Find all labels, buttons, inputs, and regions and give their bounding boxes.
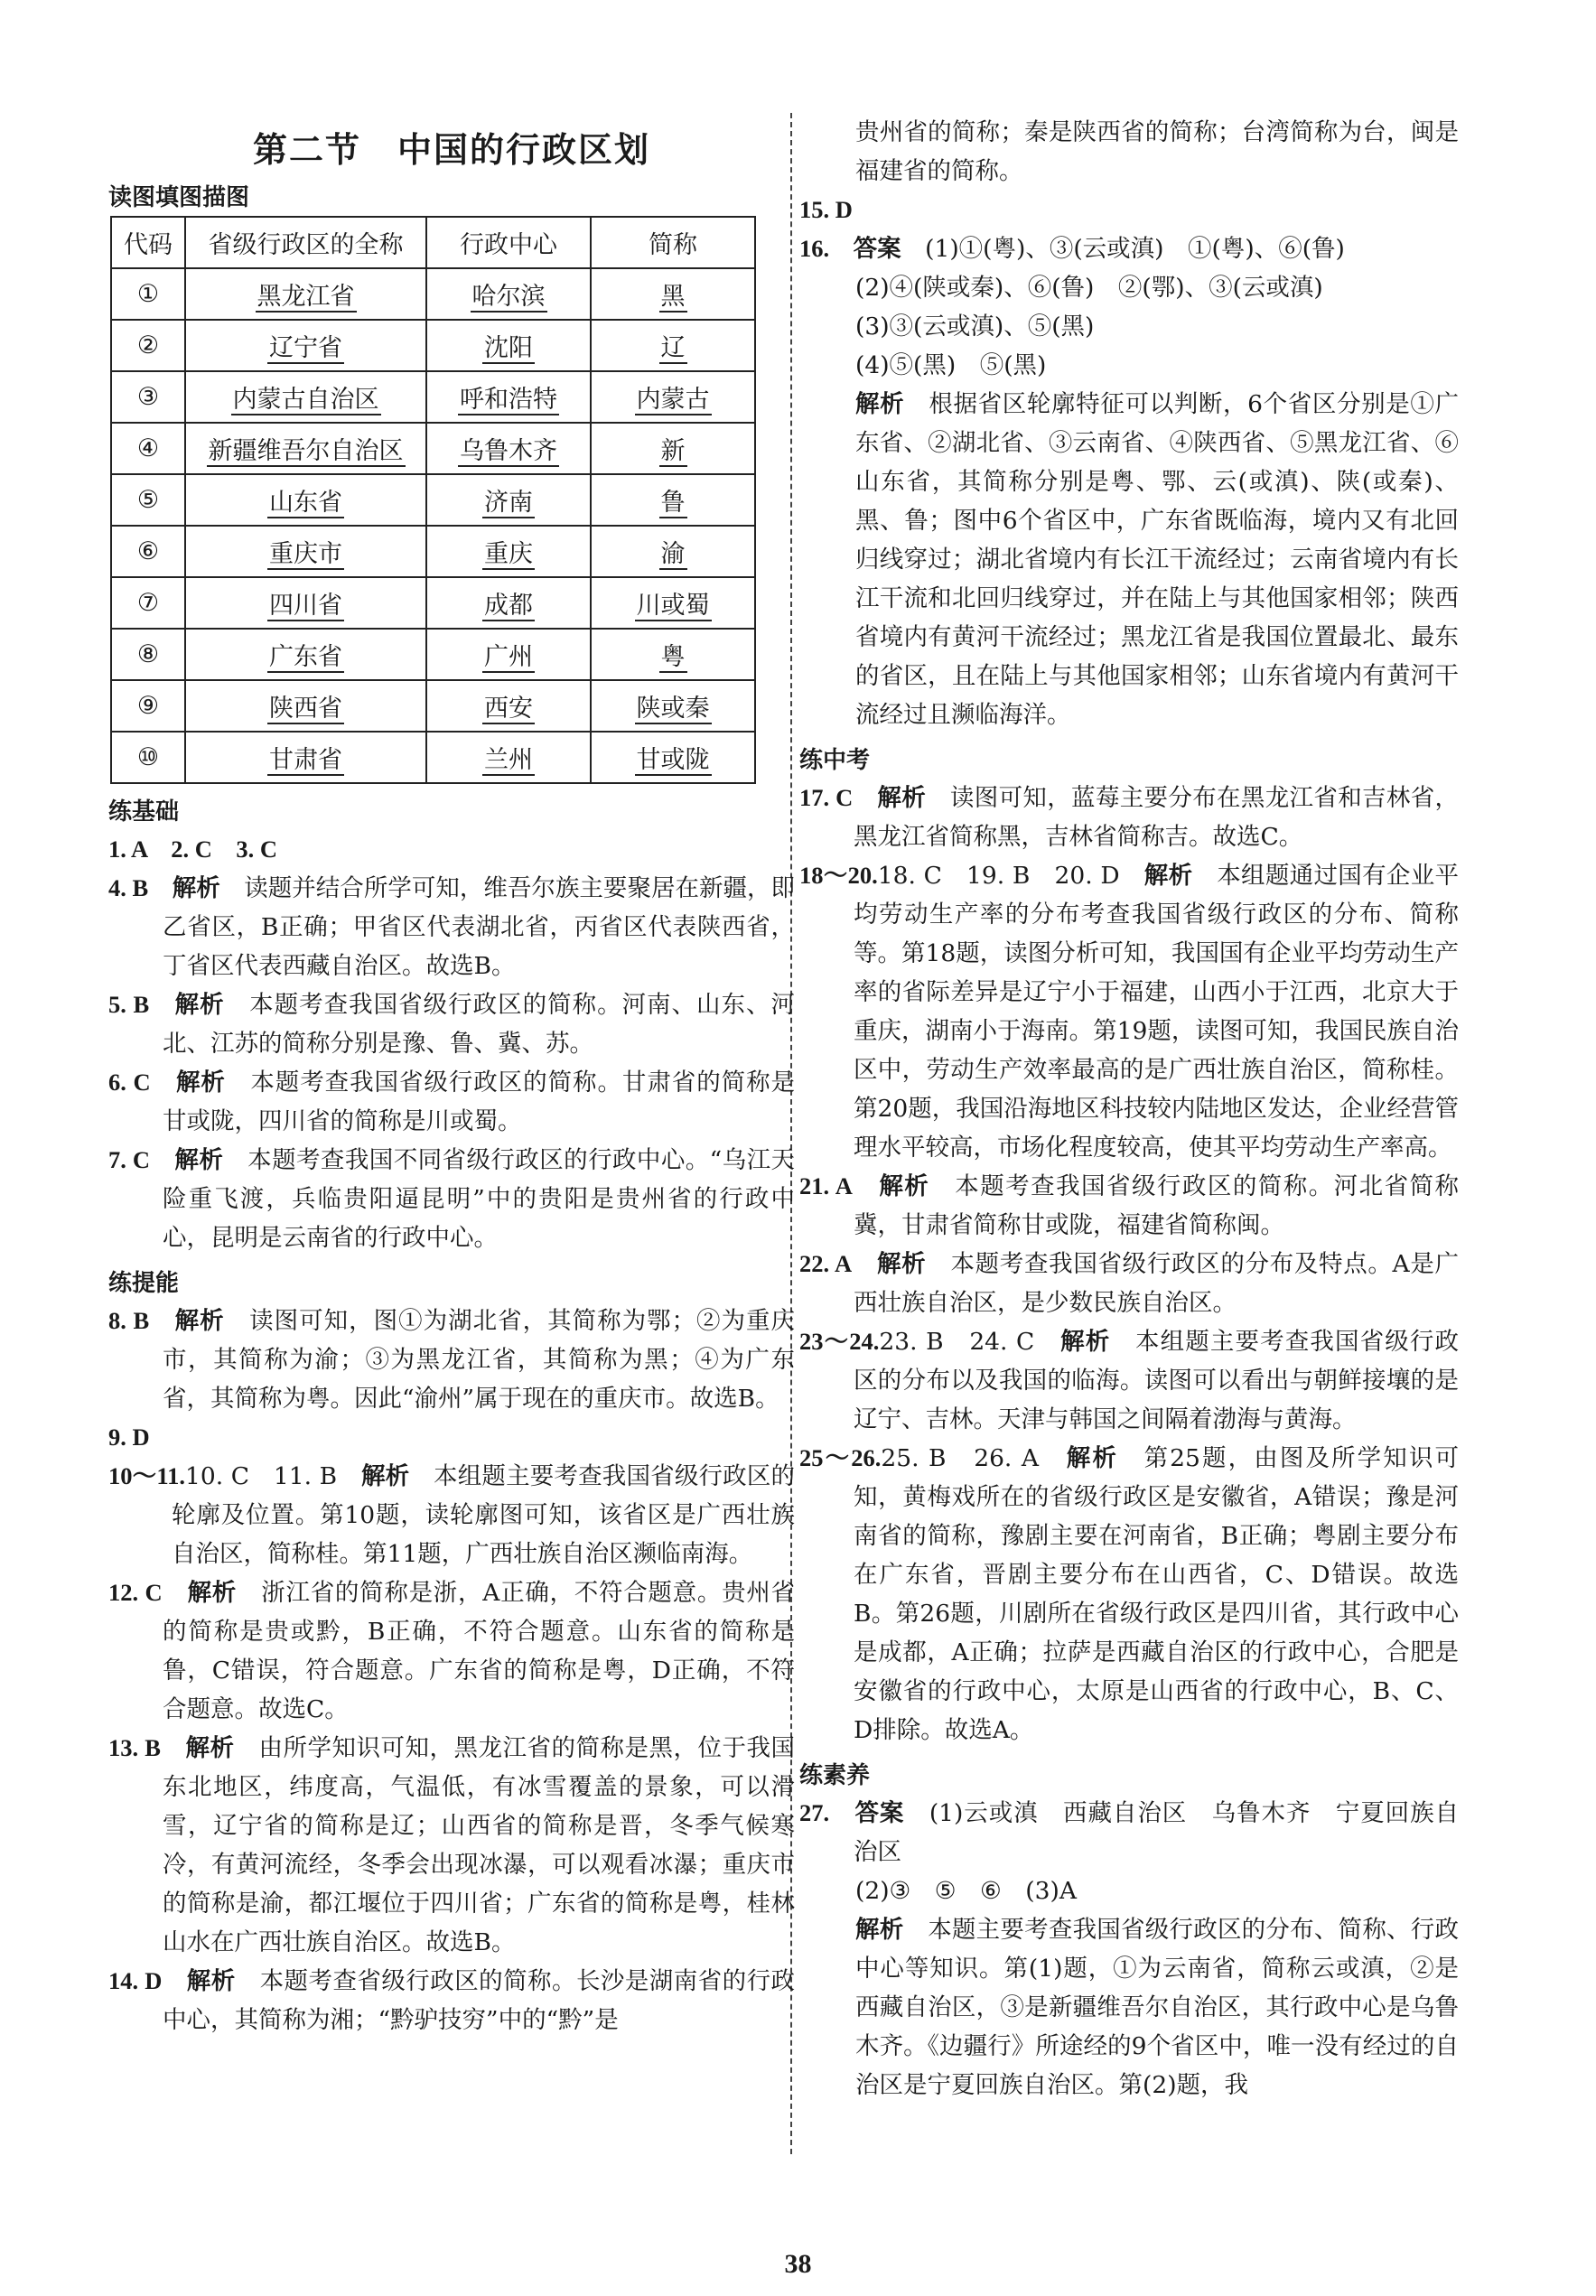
table-row (111, 371, 755, 423)
cell-abbr (591, 268, 755, 320)
answer-q27: 27. 答案 (1)云或滇 西藏自治区 乌鲁木齐 宁夏回族自治区 (799, 1799, 1460, 1866)
filled-answer: 西安 (484, 695, 533, 723)
table-row (111, 629, 755, 680)
answer-q16-line4: (4)⑤(黑) ⑤(黑) (855, 351, 1047, 379)
cell-fullname (185, 320, 426, 371)
cell-code: ④ (111, 423, 185, 474)
cell-capital (426, 371, 591, 423)
cell-capital (426, 629, 591, 680)
cell-abbr (591, 320, 755, 371)
filled-answer: 甘肃省 (269, 746, 342, 774)
section-heading-map: 读图填图描图 (108, 184, 250, 211)
cell-code: ③ (111, 371, 185, 423)
filled-answer: 重庆 (484, 540, 533, 568)
answer-q12: 12. C 解析 浙江省的简称是浙，A正确，不符合题意。贵州省的简称是贵或黔，B正确，不符合题意。山东省的简称是鲁，C错误，符合题意。广东省的简称是粤，D正确，不符合题意。故选C。 (108, 1579, 796, 1723)
cell-fullname (185, 732, 426, 783)
table-row (111, 423, 755, 474)
cell-capital (426, 320, 591, 371)
filled-answer: 沈阳 (484, 334, 533, 362)
province-table (110, 216, 756, 784)
header-capital: 行政中心 (426, 217, 591, 268)
section-heading-ability: 练提能 (108, 1270, 180, 1297)
header-abbr: 简称 (591, 217, 755, 268)
cell-abbr (591, 629, 755, 680)
answer-q10-11: 10～11.10. C 11. B 解析 本组题主要考查我国省级行政区的轮廓及位置。第10题，读轮廓图可知，该省区是广西壮族自治区，简称桂。第11题，广西壮族自治区濒临南海。 (108, 1462, 796, 1568)
table-row (111, 526, 755, 577)
filled-answer: 重庆市 (269, 540, 342, 568)
cell-code: ② (111, 320, 185, 371)
cell-fullname (185, 577, 426, 629)
filled-answer: 黑龙江省 (257, 283, 355, 311)
left-column (108, 122, 795, 2039)
cell-code: ⑨ (111, 680, 185, 732)
filled-answer: 鲁 (660, 489, 686, 517)
table-row (111, 732, 755, 783)
cell-abbr (591, 732, 755, 783)
cell-capital (426, 268, 591, 320)
filled-answer: 粤 (660, 643, 686, 671)
cell-fullname (185, 268, 426, 320)
answer-q25-26: 25～26.25. B 26. A 解析 第25题，由图及所学知识可知，黄梅戏所在的省级行政区是安徽省，A错误；豫是河南省的简称，豫剧主要在河南省，B正确；粤剧主要分布在广东省，晋剧主要分布在山西省，C、D错误。故选B。第26题，川剧所在省级行政区是四川省，其行政中心是成都，A正确；拉萨是西藏自治区的行政中心，合肥是安徽省的行政中心，太原是山西省的行政中心，B、C、D排除。故选A。 (799, 1444, 1459, 1744)
header-code: 代码 (111, 217, 185, 268)
table-row (111, 320, 755, 371)
answer-q7: 7. C 解析 本题考查我国不同省级行政区的行政中心。“乌江天险重飞渡，兵临贵阳逼昆明”中的贵阳是贵州省的行政中心，昆明是云南省的行政中心。 (108, 1146, 795, 1252)
cell-code: ① (111, 268, 185, 320)
answer-q8: 8. B 解析 读图可知，图①为湖北省，其简称为鄂；②为重庆市，其简称为渝；③为黑龙江省，其简称为黑；④为广东省，其简称为粤。因此“渝州”属于现在的重庆市。故选B。 (108, 1307, 796, 1413)
filled-answer: 新 (660, 437, 686, 465)
cell-fullname (185, 474, 426, 526)
cell-fullname (185, 371, 426, 423)
cell-code: ⑩ (111, 732, 185, 783)
filled-answer: 成都 (484, 592, 533, 620)
cell-code: ⑦ (111, 577, 185, 629)
cell-fullname (185, 526, 426, 577)
cell-fullname (185, 680, 426, 732)
answer-q15: 15. D (799, 196, 853, 223)
table-row (111, 577, 755, 629)
table-row (111, 680, 755, 732)
filled-answer: 新疆维吾尔自治区 (208, 437, 404, 465)
filled-answer: 山东省 (269, 489, 342, 517)
answer-q16-analysis: 解析 根据省区轮廓特征可以判断，6个省区分别是①广东省、②湖北省、③云南省、④陕西省、⑤黑龙江省、⑥山东省，其简称分别是粤、鄂、云(或滇)、陕(或秦)、黑、鲁；图中6个省区中，广东省既临海，境内又有北回归线穿过；湖北省境内有长江干流经过；云南省境内有长江干流和北回归线穿过，并在陆上与其他国家相邻；陕西省境内有黄河干流经过；黑龙江省是我国位置最北、最东的省区，且在陆上与其他国家相邻；山东省境内有黄河干流经过且濒临海洋。 (855, 390, 1460, 729)
answer-q16-line2: (2)④(陕或秦)、⑥(鲁) ②(鄂)、③(云或滇) (855, 274, 1323, 302)
cell-capital (426, 732, 591, 783)
cell-fullname (185, 423, 426, 474)
cell-abbr (591, 577, 755, 629)
cell-abbr (591, 371, 755, 423)
answer-q1-3: 1. A 2. C 3. C (108, 835, 277, 863)
page-title: 第二节 中国的行政区划 (252, 129, 650, 170)
header-fullname: 省级行政区的全称 (185, 217, 426, 268)
answer-q22: 22. A 解析 本题考查我国省级行政区的分布及特点。A是广西壮族自治区，是少数民族自治区。 (799, 1250, 1460, 1317)
filled-answer: 辽 (660, 334, 686, 362)
filled-answer: 黑 (660, 283, 686, 311)
answer-q6: 6. C 解析 本题考查我国省级行政区的简称。甘肃省的简称是甘或陇，四川省的简称是川或蜀。 (108, 1069, 796, 1135)
cell-capital (426, 680, 591, 732)
cell-code: ⑥ (111, 526, 185, 577)
answer-q9: 9. D (108, 1423, 150, 1451)
right-column (799, 113, 1459, 2105)
filled-answer: 广东省 (269, 643, 342, 671)
cell-abbr (591, 680, 755, 732)
answer-q18-20: 18～20.18. C 19. B 20. D 解析 本组题通过国有企业平均劳动生产率的分布考查我国省级行政区的分布、简称等。第18题，读图分析可知，我国国有企业平均劳动生产率的省际差异是辽宁小于福建，山西小于江西，北京大于重庆，湖南小于海南。第19题，读图可知，我国民族自治区中，劳动生产效率最高的是广西壮族自治区，简称桂。第20题，我国沿海地区科技较内陆地区发达，企业经营管理水平较高，市场化程度较高，使其平均劳动生产率高。 (799, 862, 1460, 1162)
answer-q23-24: 23～24.23. B 24. C 解析 本组题主要考查我国省级行政区的分布以及我国的临海。读图可以看出与朝鲜接壤的是辽宁、吉林。天津与韩国之间隔着渤海与黄海。 (799, 1328, 1460, 1433)
answer-q5: 5. B 解析 本题考查我国省级行政区的简称。河南、山东、河北、江苏的简称分别是豫、鲁、冀、苏。 (108, 991, 796, 1058)
answer-q13: 13. B 解析 由所学知识可知，黑龙江省的简称是黑，位于我国东北地区，纬度高，气温低，有冰雪覆盖的景象，可以滑雪，辽宁省的简称是辽；山西省的简称是晋，冬季气候寒冷，有黄河流经，冬季会出现冰瀑，可以观看冰瀑；重庆市的简称是渝，都江堰位于四川省；广东省的简称是粤，桂林山水在广西壮族自治区。故选B。 (108, 1734, 796, 1956)
answer-q21: 21. A 解析 本题考查我国省级行政区的简称。河北省简称冀，甘肃省简称甘或陇，福建省简称闽。 (799, 1172, 1460, 1239)
cell-capital (426, 577, 591, 629)
cell-abbr (591, 423, 755, 474)
cell-code: ⑧ (111, 629, 185, 680)
section-heading-literacy: 练素养 (799, 1762, 871, 1789)
filled-answer: 内蒙古 (636, 386, 710, 414)
filled-answer: 济南 (484, 489, 533, 517)
section-heading-exam: 练中考 (799, 747, 871, 774)
answer-q27-analysis: 解析 本题主要考查我国省级行政区的分布、简称、行政中心等知识。第(1)题，①为云南省，简称云或滇，②是西藏自治区，③是新疆维吾尔自治区，其行政中心是乌鲁木齐。《边疆行》所途经的9个省区中，唯一没有经过的自治区是宁夏回族自治区。第(2)题，我 (855, 1916, 1460, 2099)
cell-fullname (185, 629, 426, 680)
cell-capital (426, 423, 591, 474)
filled-answer: 乌鲁木齐 (460, 437, 557, 465)
filled-answer: 四川省 (269, 592, 342, 620)
answer-q17: 17. C 解析 读图可知，蓝莓主要分布在黑龙江省和吉林省，黑龙江省简称黑，吉林省简称吉。故选C。 (799, 784, 1460, 851)
answer-q14-continued: 贵州省的简称；秦是陕西省的简称；台湾简称为台，闽是福建省的简称。 (855, 118, 1459, 185)
filled-answer: 陕或秦 (636, 695, 710, 723)
cell-code: ⑤ (111, 474, 185, 526)
table-row (111, 268, 755, 320)
filled-answer: 兰州 (484, 746, 533, 774)
table-row (111, 474, 755, 526)
filled-answer: 辽宁省 (269, 334, 342, 362)
cell-capital (426, 474, 591, 526)
answer-q27-line2: (2)③ ⑤ ⑥ (3)A (855, 1877, 1077, 1905)
answer-q4: 4. B 解析 读题并结合所学可知，维吾尔族主要聚居在新疆，即乙省区，B正确；甲省区代表湖北省，丙省区代表陕西省，丁省区代表西藏自治区。故选B。 (108, 874, 796, 980)
filled-answer: 川或蜀 (636, 592, 710, 620)
filled-answer: 渝 (660, 540, 686, 568)
cell-abbr (591, 526, 755, 577)
answer-q16-line3: (3)③(云或滇)、⑤(黑) (855, 313, 1095, 341)
page-number: 38 (784, 2249, 812, 2279)
filled-answer: 甘或陇 (636, 746, 710, 774)
filled-answer: 哈尔滨 (471, 283, 546, 311)
table-header-row (111, 217, 755, 268)
cell-capital (426, 526, 591, 577)
answer-q16: 16. 答案 (1)①(粤)、③(云或滇) ①(粤)、⑥(鲁) (799, 235, 1345, 263)
filled-answer: 内蒙古自治区 (232, 386, 379, 414)
cell-abbr (591, 474, 755, 526)
filled-answer: 广州 (484, 643, 533, 671)
filled-answer: 陕西省 (269, 695, 342, 723)
answer-q14: 14. D 解析 本题考查省级行政区的简称。长沙是湖南省的行政中心，其简称为湘；“黔驴技穷”中的“黔”是 (108, 1967, 796, 2034)
section-heading-basic: 练基础 (108, 798, 180, 826)
filled-answer: 呼和浩特 (460, 386, 557, 414)
